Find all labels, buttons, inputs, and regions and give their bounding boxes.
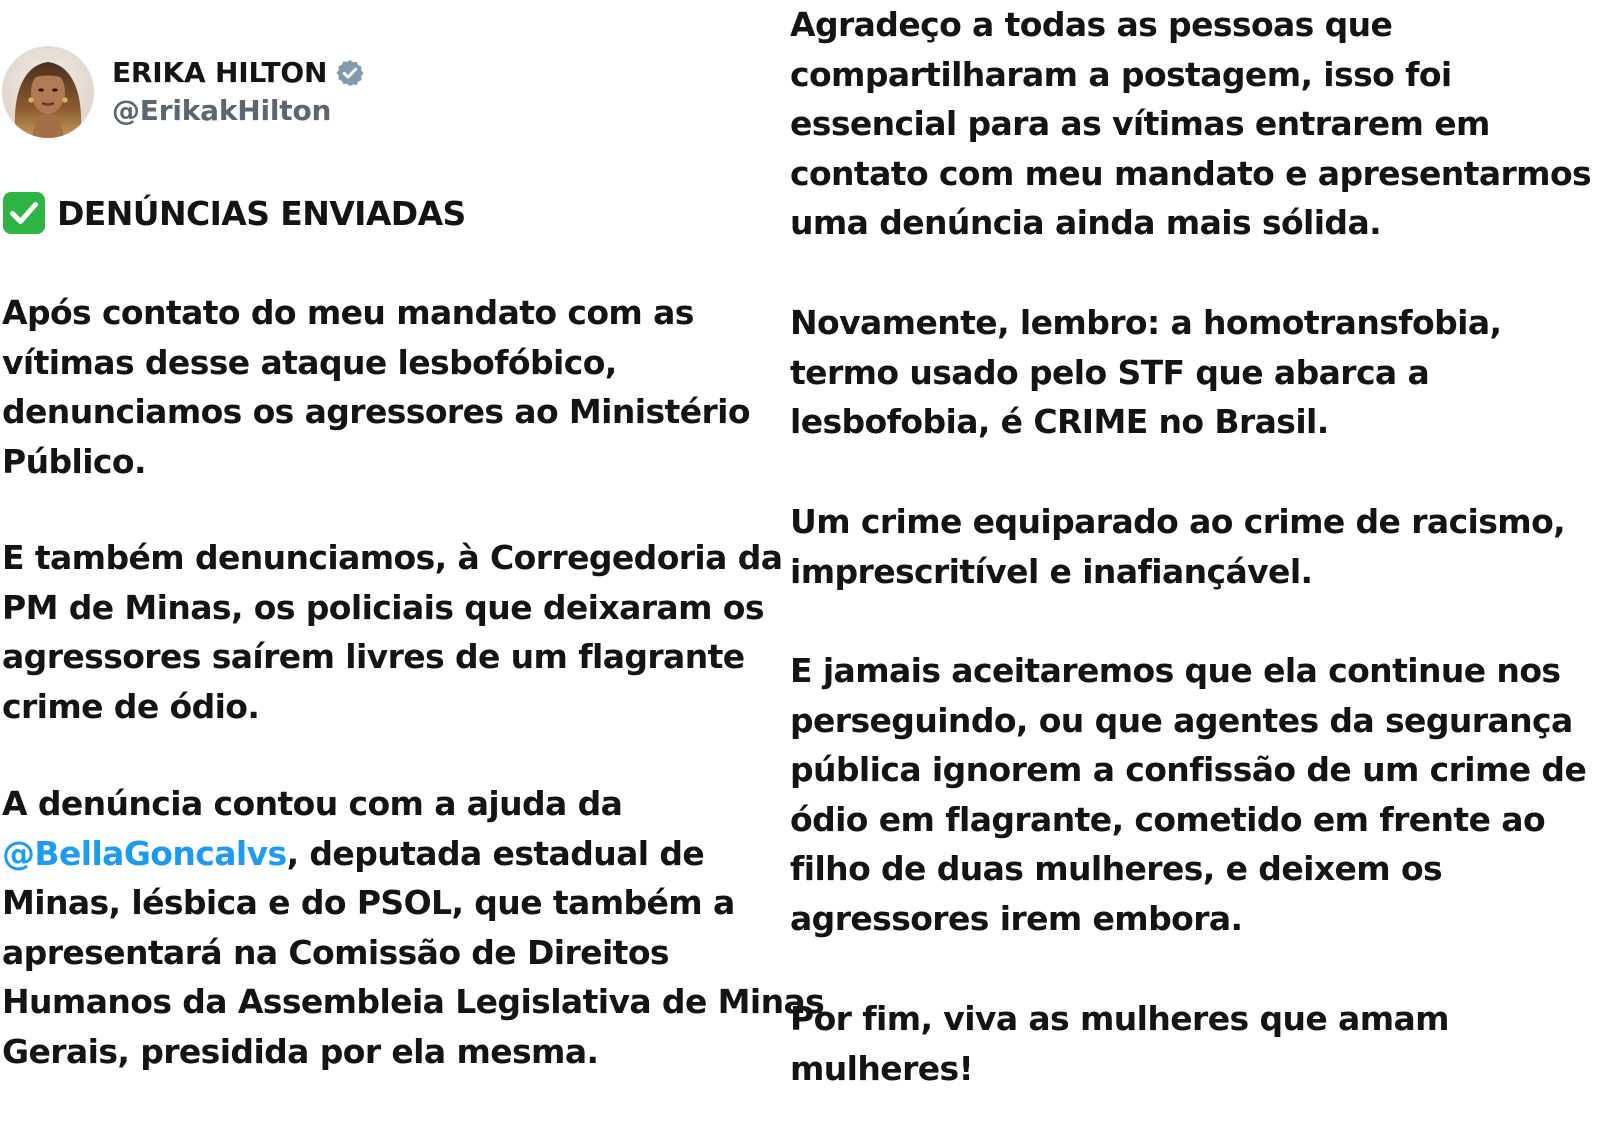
profile-photo-icon: [2, 46, 94, 138]
mention-link[interactable]: @BellaGoncalvs: [2, 833, 287, 873]
text-line: Agradeço a todas as pessoas que: [790, 5, 1393, 44]
text-line: A denúncia contou com a ajuda da: [2, 784, 623, 823]
heading-text: DENÚNCIAS ENVIADAS: [57, 193, 466, 233]
text-line: perseguindo, ou que agentes da segurança: [790, 700, 1573, 740]
text-line: denunciamos os agressores ao Ministério: [2, 392, 750, 431]
text-line: E também denunciamos, à Corregedoria da: [2, 538, 783, 577]
check-mark-icon: [2, 191, 46, 235]
text-line: vítimas desse ataque lesbofóbico,: [2, 342, 617, 382]
text-line: essencial para as vítimas entrarem em: [790, 104, 1490, 143]
text-line: contato com meu mandato e apresentarmos: [790, 153, 1592, 193]
text-line: E jamais aceitaremos que ela continue nos: [790, 651, 1561, 690]
text-line: filho de duas mulheres, e deixem os: [790, 849, 1443, 888]
text-line: Público.: [2, 441, 146, 481]
paragraph-5: [790, 298, 1501, 447]
text-line: agressores saírem livres de um flagrante: [2, 637, 745, 676]
text-line: ódio em flagrante, cometido em frente ao: [790, 799, 1546, 839]
profile-name[interactable]: ERIKA HILTON: [112, 56, 328, 89]
text-line: PM de Minas, os policiais que deixaram os: [2, 587, 764, 627]
text-line: Novamente, lembro: a homotransfobia,: [790, 303, 1502, 342]
text-line: Um crime equiparado ao crime de racismo,: [790, 502, 1566, 541]
text-line-with-mention: [2, 829, 824, 879]
text-fragment: , deputada estadual de: [286, 833, 705, 873]
name-row: [112, 54, 365, 92]
text-line: uma denúncia ainda mais sólida.: [790, 203, 1382, 242]
paragraph-4: [790, 0, 1591, 248]
paragraph-6: [790, 497, 1565, 596]
paragraph-3: [2, 779, 824, 1076]
text-line: crime de ódio.: [2, 686, 260, 726]
text-line: imprescritível e inafiançável.: [790, 551, 1313, 591]
text-line: Por fim, viva as mulheres que amam: [790, 999, 1449, 1038]
text-line: Após contato do meu mandato com as: [2, 293, 694, 332]
paragraph-7: [790, 646, 1586, 943]
profile-handle[interactable]: @ErikakHilton: [112, 94, 332, 127]
text-line: termo usado pelo STF que abarca a: [790, 352, 1430, 392]
paragraph-8: [790, 994, 1449, 1093]
text-line: lesbofobia, é CRIME no Brasil.: [790, 402, 1329, 441]
text-line: Minas, lésbica e do PSOL, que também a: [2, 883, 735, 922]
profile-names: [112, 54, 365, 130]
profile-header: [2, 42, 365, 142]
paragraph-1: [2, 288, 750, 486]
text-line: Gerais, presidida por ela mesma.: [2, 1031, 599, 1071]
text-line: pública ignorem a confissão de um crime de: [790, 750, 1587, 789]
verified-badge-icon: [335, 58, 365, 88]
text-line: mulheres!: [790, 1048, 974, 1088]
text-line: Humanos da Assembleia Legislativa de Minas: [2, 982, 825, 1021]
text-line: compartilharam a postagem, isso foi: [790, 54, 1452, 94]
right-panel: [790, 0, 1600, 1136]
text-line: apresentará na Comissão de Direitos: [2, 932, 669, 972]
avatar[interactable]: [2, 46, 94, 138]
text-line: agressores irem embora.: [790, 898, 1243, 938]
paragraph-2: [2, 533, 782, 731]
post-heading: [2, 188, 466, 238]
